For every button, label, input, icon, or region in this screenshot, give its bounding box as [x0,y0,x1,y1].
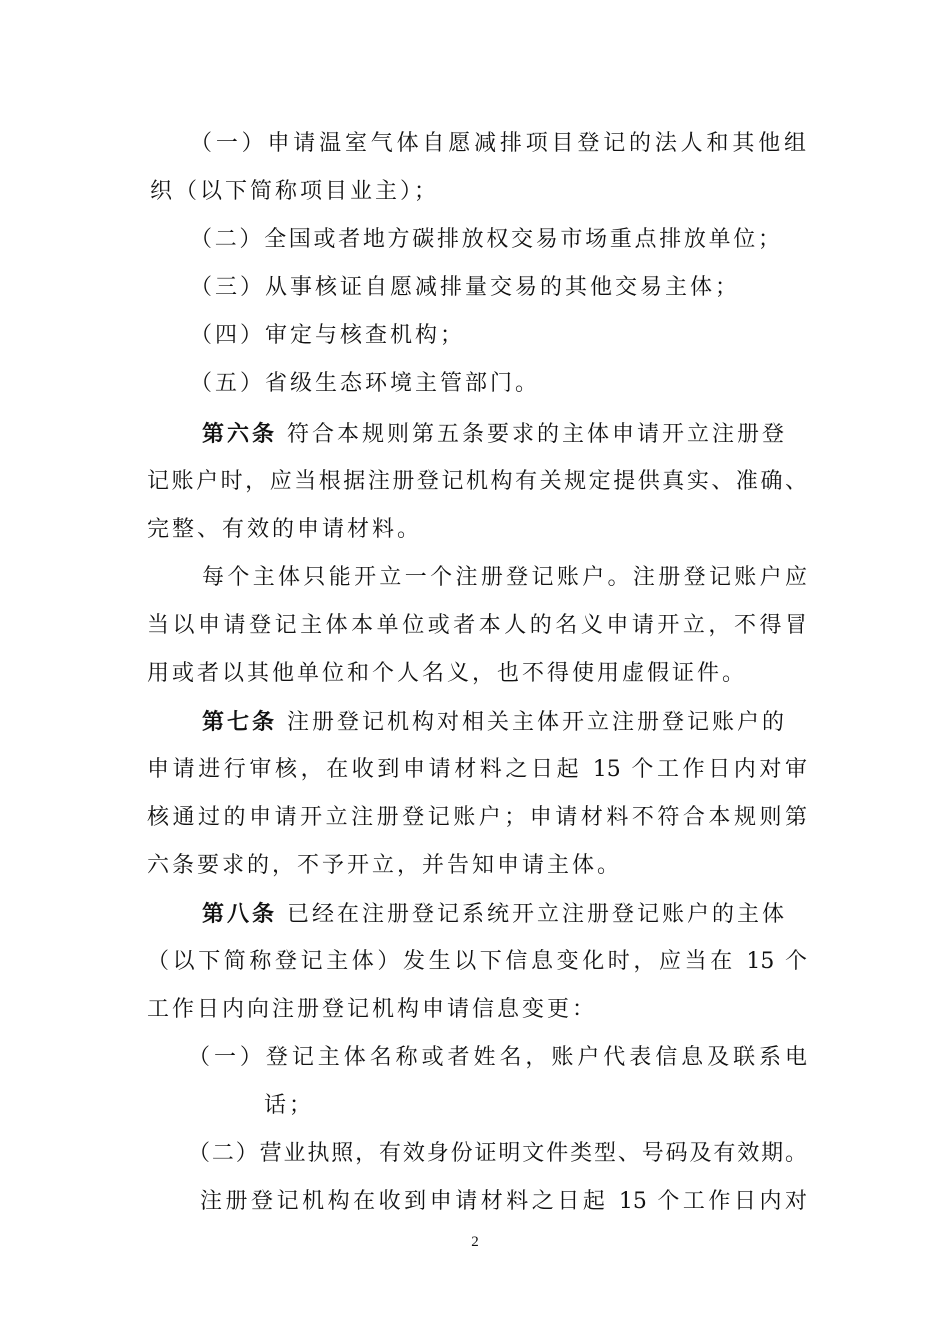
paragraph-line: 记账户时，应当根据注册登记机构有关规定提供真实、准确、 [147,469,807,494]
paragraph-line: （五）省级生态环境主管部门。 [190,371,541,396]
paragraph-line: （一）登记主体名称或者姓名，账户代表信息及联系电 [188,1045,807,1070]
article-text: 已经在注册登记系统开立注册登记账户的主体 [287,902,788,927]
article-line [202,419,787,450]
paragraph-line: 当以申请登记主体本单位或者本人的名义申请开立，不得冒 [147,613,807,638]
article-heading: 第六条 [202,421,278,447]
article-text: 注册登记机构对相关主体开立注册登记账户的 [287,710,788,735]
paragraph-line: 织（以下简称项目业主）； [150,179,440,204]
paragraph-line: 六条要求的，不予开立，并告知申请主体。 [147,853,623,878]
article-heading: 第八条 [202,901,278,927]
paragraph-line: 申请进行审核，在收到申请材料之日起 15 个工作日内对审 [147,757,807,782]
page-number: 2 [471,1234,479,1250]
paragraph-line: （二）全国或者地方碳排放权交易市场重点排放单位； [190,227,780,252]
paragraph-line: （以下简称登记主体）发生以下信息变化时，应当在 15 个 [147,949,807,974]
paragraph-line: 用或者以其他单位和个人名义，也不得使用虚假证件。 [147,661,748,686]
paragraph-line: （一）申请温室气体自愿减排项目登记的法人和其他组 [190,131,806,156]
paragraph-line: 话； [264,1093,315,1118]
paragraph-line: 每个主体只能开立一个注册登记账户。注册登记账户应 [202,565,807,590]
article-line [202,899,787,930]
article-text: 符合本规则第五条要求的主体申请开立注册登 [287,422,788,447]
paragraph-line: 工作日内向注册登记机构申请信息变更： [147,997,598,1022]
paragraph-line: 完整、有效的申请材料。 [147,517,423,542]
paragraph-line: 注册登记机构在收到申请材料之日起 15 个工作日内对 [200,1189,807,1214]
paragraph-line: （四）审定与核查机构； [190,323,466,348]
article-line [202,707,787,738]
article-heading: 第七条 [202,709,278,735]
paragraph-line: 核通过的申请开立注册登记账户；申请材料不符合本规则第 [147,805,807,830]
paragraph-line: （三）从事核证自愿减排量交易的其他交易主体； [190,275,741,300]
paragraph-line: （二）营业执照，有效身份证明文件类型、号码及有效期。 [188,1141,807,1166]
